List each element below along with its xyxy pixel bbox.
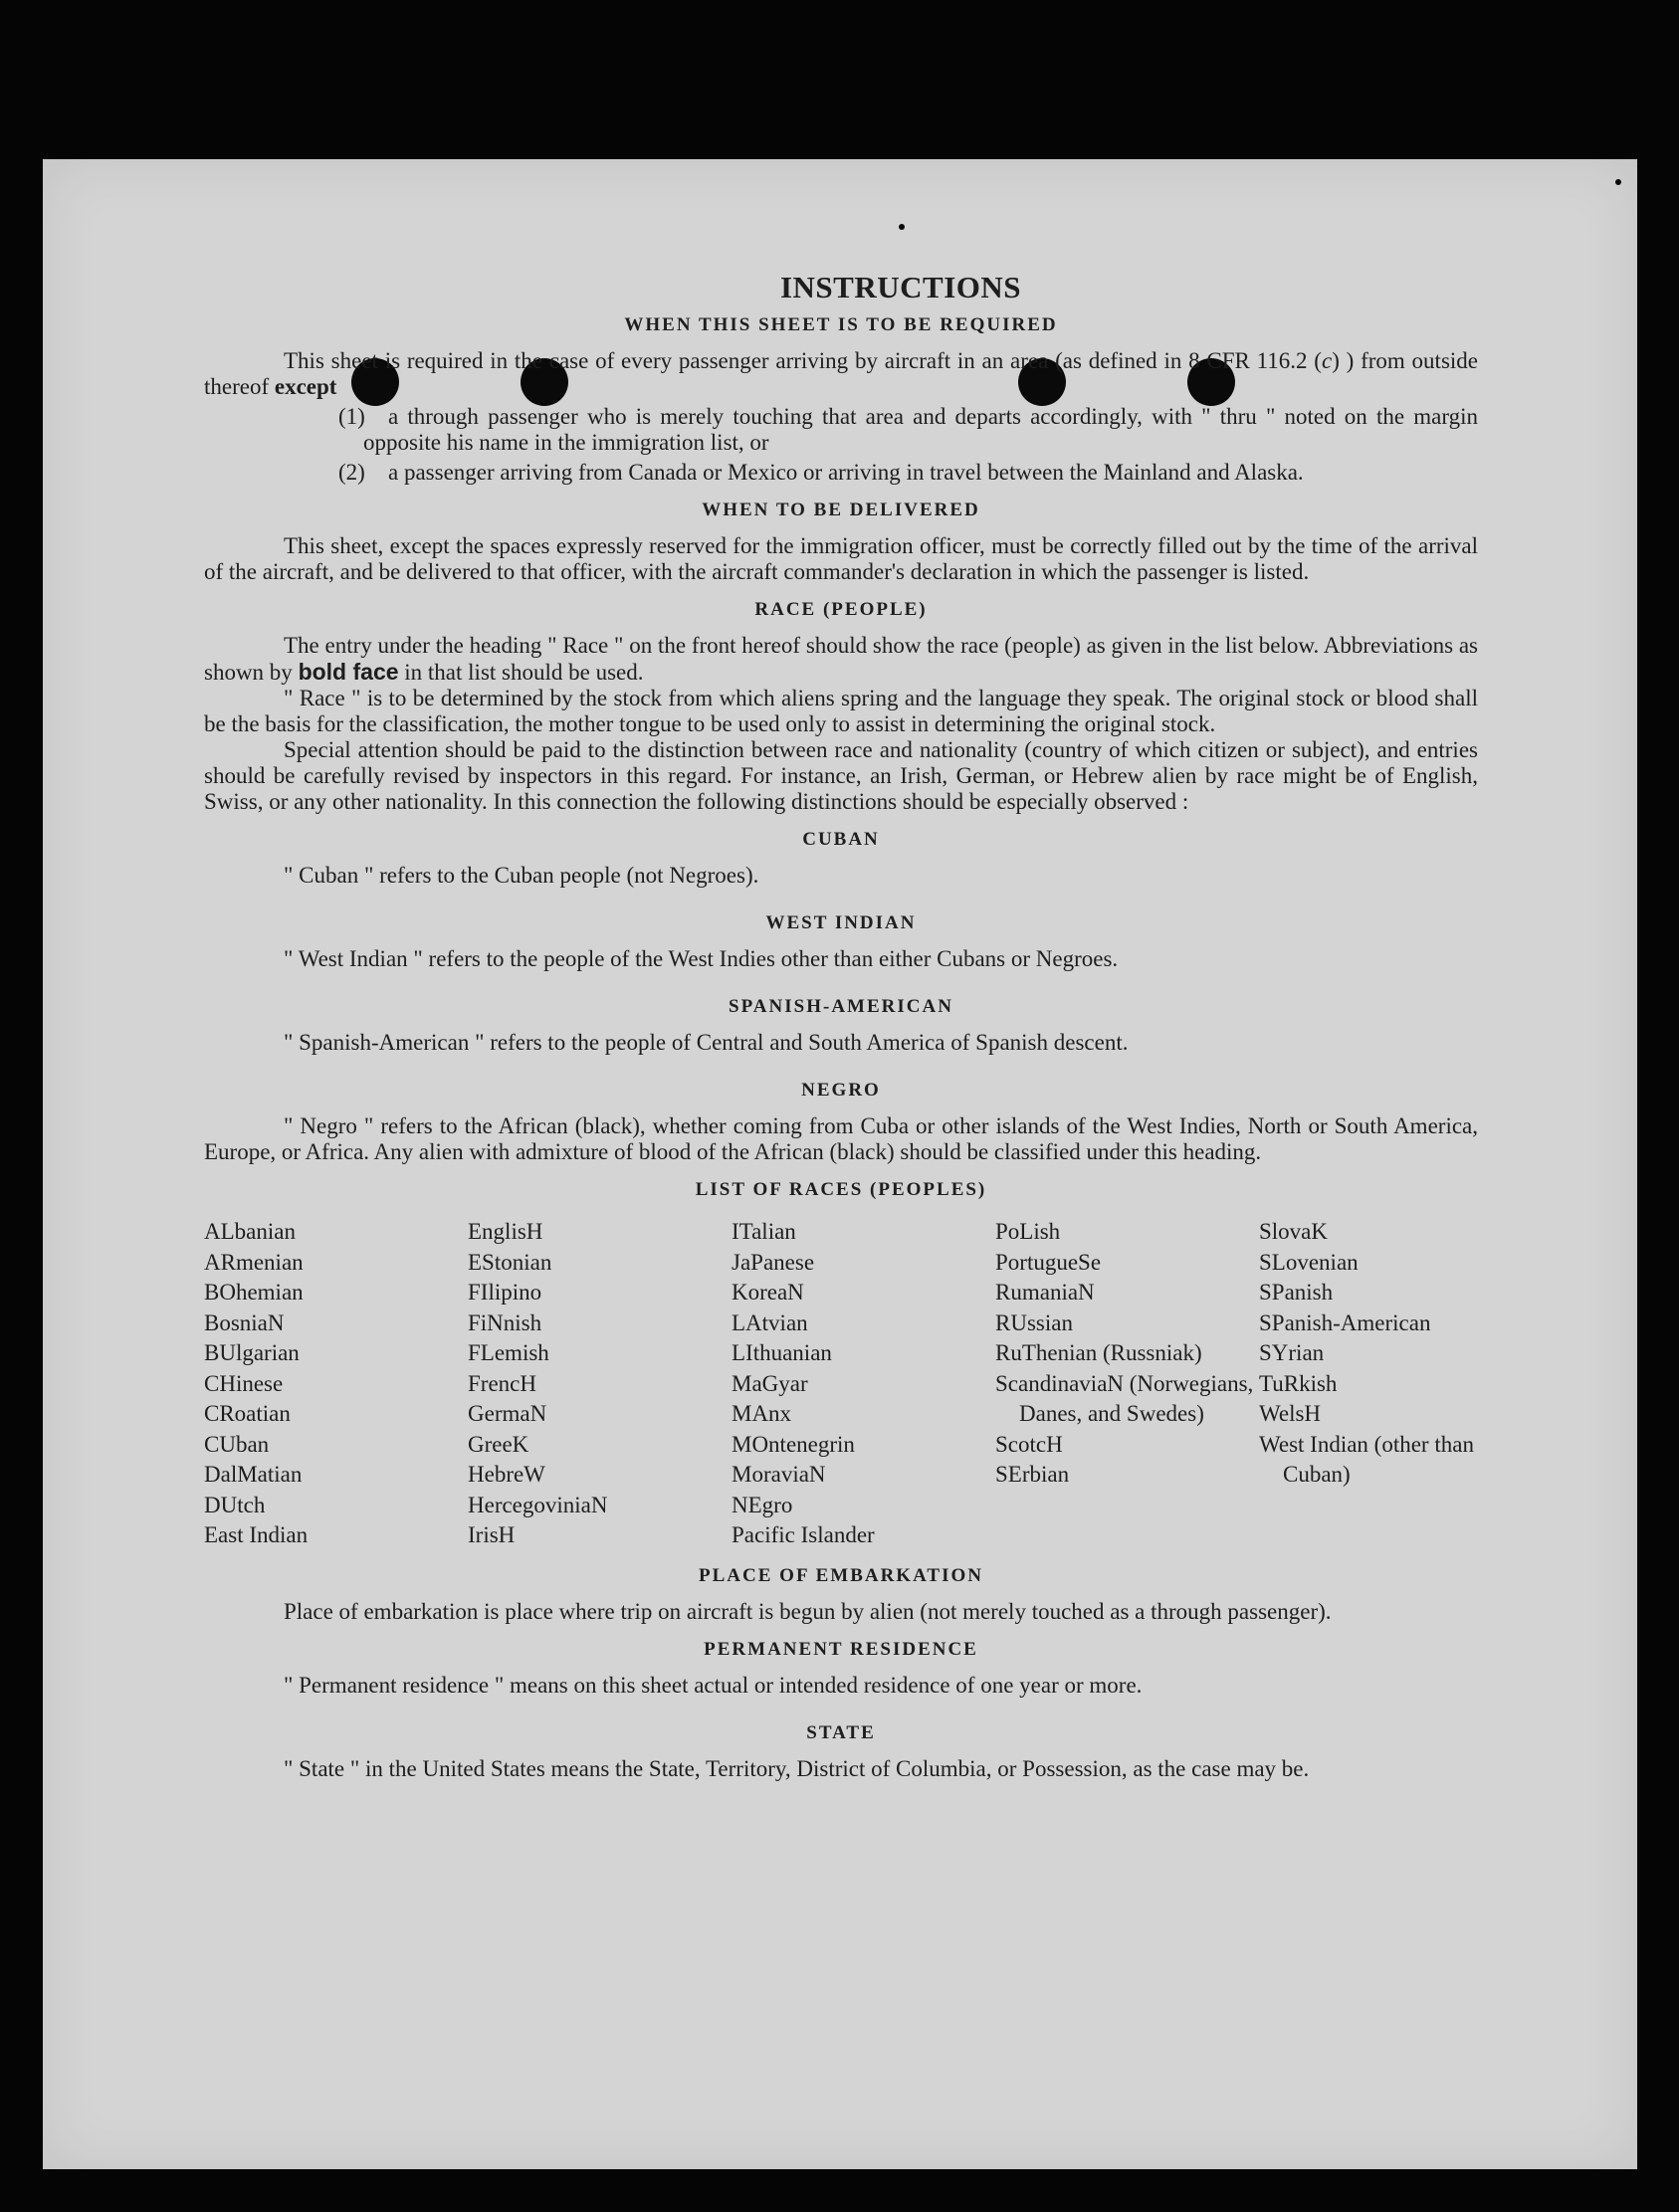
race-item: ScandinaviaN (Norwegians, Danes, and Swedes)	[995, 1370, 1254, 1426]
section-heading-list-of-races: LIST OF RACES (PEOPLES)	[695, 1179, 987, 1200]
race-item: RuThenian (Russniak)	[995, 1340, 1202, 1365]
page-title: INSTRUCTIONS	[779, 270, 1021, 304]
race-item: Pacific Islander	[732, 1522, 875, 1547]
paragraph-negro: " Negro " refers to the African (black), whether coming from Cuba or other islands of the West Indies, North or South America, Europe, or Africa. Any alien with admixture of blood of the African (black) should be classified under this heading.	[204, 1113, 1478, 1164]
exception-item-1: (1) a through passenger who is merely touching that area and departs accordingly, with " thru " noted on the margin opposite his name in the immigration list, or	[338, 404, 1478, 455]
race-item: SLovenian	[1259, 1249, 1359, 1275]
race-item: BosniaN	[204, 1309, 285, 1335]
section-heading-when-delivered: WHEN TO BE DELIVERED	[702, 500, 980, 520]
race-list	[204, 1217, 1478, 1551]
paragraph-race-1: The entry under the heading " Race " on the front hereof should show the race (people) as given in the list below. Abbreviations as shown by bold face in that list should be used.	[204, 633, 1478, 685]
race-item: KoreaN	[732, 1280, 804, 1305]
section-heading-west-indian: WEST INDIAN	[765, 912, 917, 933]
section-heading-cuban: CUBAN	[802, 829, 880, 850]
race-item: JaPanese	[732, 1249, 815, 1275]
race-item: ITalian	[732, 1219, 796, 1244]
paragraph-race-2: " Race " is to be determined by the stock from which aliens spring and the language they speak. The original stock or blood shall be the basis for the classification, the mother tongue to be used only to assist in determining the original stock.	[204, 686, 1478, 736]
race-item: FLemish	[468, 1340, 549, 1365]
race-item: FiNnish	[468, 1309, 542, 1335]
race-item: HebreW	[468, 1462, 545, 1487]
document-content	[204, 270, 1479, 1782]
race-item: CRoatian	[204, 1401, 291, 1426]
race-item: RUssian	[995, 1309, 1073, 1335]
race-item: GreeK	[468, 1431, 529, 1457]
section-heading-permanent-residence: PERMANENT RESIDENCE	[704, 1638, 978, 1660]
race-column	[204, 1217, 468, 1551]
race-column	[995, 1217, 1259, 1551]
race-column	[468, 1217, 732, 1551]
race-item: CHinese	[204, 1370, 284, 1396]
race-item: WelsH	[1259, 1401, 1322, 1426]
section-heading-spanish-american: SPANISH-AMERICAN	[729, 996, 953, 1017]
paragraph-state: " State " in the United States means the State, Territory, District of Columbia, or Possession, as the case may be.	[284, 1755, 1310, 1781]
race-item: GermaN	[468, 1401, 547, 1426]
race-column	[732, 1217, 995, 1551]
race-item: BOhemian	[204, 1280, 304, 1305]
paragraph-west-indian: " West Indian " refers to the people of the West Indies other than either Cubans or Negroes.	[284, 946, 1119, 971]
section-heading-when-required: WHEN THIS SHEET IS TO BE REQUIRED	[624, 314, 1058, 335]
race-item: SYrian	[1259, 1340, 1325, 1365]
paragraph-when-required: This sheet is required in the case of every passenger arriving by aircraft in an area (as defined in 8 CFR 116.2 (c) ) from outside thereof except	[204, 348, 1479, 399]
race-item: DalMatian	[204, 1462, 303, 1487]
race-item: PortugueSe	[995, 1249, 1102, 1275]
race-item: SErbian	[995, 1462, 1070, 1487]
paragraph-permanent-residence: " Permanent residence " means on this sheet actual or intended residence of one year or more.	[284, 1672, 1143, 1698]
race-item: SPanish	[1259, 1280, 1334, 1305]
race-item: SlovaK	[1259, 1219, 1328, 1244]
race-item: ALbanian	[204, 1219, 296, 1244]
race-item: PoLish	[995, 1219, 1061, 1244]
race-item: TuRkish	[1259, 1370, 1338, 1396]
race-column	[1259, 1217, 1478, 1551]
race-item: ScotcH	[995, 1431, 1063, 1457]
paragraph-spanish-american: " Spanish-American " refers to the people of Central and South America of Spanish descent.	[284, 1030, 1129, 1055]
paragraph-race-3: Special attention should be paid to the distinction between race and nationality (country of which citizen or subject), and entries should be carefully revised by inspectors in this regard. For instance, an Irish, German, or Hebrew alien by race might be of English, Swiss, or any other nationality. In this connection the following distinctions should be especially observed :	[204, 737, 1478, 814]
race-item: RumaniaN	[995, 1280, 1095, 1305]
race-item: HercegoviniaN	[468, 1492, 608, 1517]
race-item: LIthuanian	[732, 1340, 832, 1365]
section-heading-state: STATE	[806, 1721, 876, 1743]
race-item: DUtch	[204, 1492, 266, 1517]
race-item: BUlgarian	[204, 1340, 300, 1365]
paragraph-when-delivered: This sheet, except the spaces expressly reserved for the immigration officer, must be correctly filled out by the time of the arrival of the aircraft, and be delivered to that officer, with the aircraft commander's declaration in which the passenger is listed.	[204, 533, 1478, 584]
race-item: MAnx	[732, 1401, 792, 1426]
section-heading-negro: NEGRO	[801, 1080, 881, 1101]
race-item: ARmenian	[204, 1249, 304, 1275]
race-item: LAtvian	[732, 1309, 808, 1335]
race-item: IrisH	[468, 1522, 516, 1547]
race-item: West Indian (other than Cuban)	[1259, 1431, 1474, 1487]
race-item: EStonian	[468, 1249, 552, 1275]
race-item: NEgro	[732, 1492, 793, 1517]
race-item: East Indian	[204, 1522, 309, 1547]
section-heading-place-of-embarkation: PLACE OF EMBARKATION	[699, 1564, 983, 1586]
race-item: CUban	[204, 1431, 270, 1457]
race-item: FIlipino	[468, 1280, 542, 1305]
race-item: MaGyar	[732, 1370, 808, 1396]
race-item: MoraviaN	[732, 1462, 826, 1487]
paragraph-cuban: " Cuban " refers to the Cuban people (not Negroes).	[284, 863, 759, 888]
paper-speck	[1615, 179, 1621, 185]
exception-item-2: (2) a passenger arriving from Canada or Mexico or arriving in travel between the Mainland and Alaska.	[338, 460, 1304, 485]
paragraph-place-of-embarkation: Place of embarkation is place where trip on aircraft is begun by alien (not merely touched as a through passenger).	[284, 1598, 1332, 1624]
race-item: EnglisH	[468, 1219, 543, 1244]
paper-speck	[899, 224, 905, 230]
race-item: MOntenegrin	[732, 1431, 855, 1457]
race-item: SPanish-American	[1259, 1309, 1431, 1335]
section-heading-race: RACE (PEOPLE)	[754, 599, 928, 620]
race-item: FrencH	[468, 1370, 536, 1396]
